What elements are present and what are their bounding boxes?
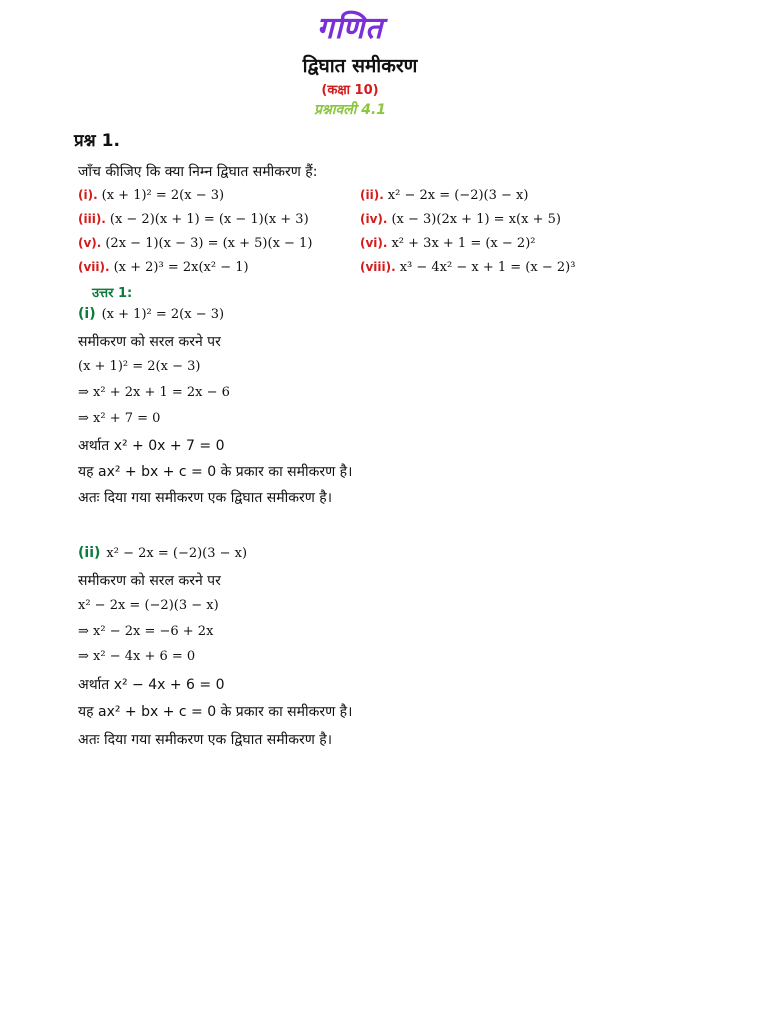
item-label: (i). (78, 188, 98, 202)
item-equation: (x + 1)² = 2(x − 3) (101, 188, 225, 203)
solution-line: यह ax² + bx + c = 0 के प्रकार का समीकरण है। (78, 704, 353, 720)
solution-line: अर्थात x² − 4x + 6 = 0 (78, 677, 225, 693)
chapter-title: द्विघात समीकरण (302, 55, 418, 77)
item-label: (viii). (360, 260, 396, 274)
item-equation: (x − 2)(x + 1) = (x − 1)(x + 3) (109, 212, 309, 227)
item-equation: (x − 3)(2x + 1) = x(x + 5) (391, 212, 561, 227)
solution-line: समीकरण को सरल करने पर (78, 334, 221, 350)
question-item (78, 235, 312, 251)
item-label: (iii). (78, 212, 106, 226)
exercise-label: प्रश्नावली 4.1 (313, 102, 387, 118)
question-item (78, 187, 224, 203)
answer-heading: उत्तर 1: (92, 286, 133, 301)
part-equation: (x + 1)² = 2(x − 3) (101, 307, 225, 322)
solution-line: ⇒ x² + 2x + 1 = 2x − 6 (78, 385, 230, 400)
solution-line: अतः दिया गया समीकरण एक द्विघात समीकरण है। (78, 490, 333, 506)
solution-line: समीकरण को सरल करने पर (78, 573, 221, 589)
item-label: (vi). (360, 236, 388, 250)
item-equation: x³ − 4x² − x + 1 = (x − 2)³ (399, 260, 576, 275)
item-label: (iv). (360, 212, 388, 226)
solution-line: अर्थात x² + 0x + 7 = 0 (78, 438, 225, 454)
solution-line: (x + 1)² = 2(x − 3) (78, 359, 201, 374)
question-instruction: जाँच कीजिए कि क्या निम्न द्विघात समीकरण हैं: (78, 164, 318, 180)
item-equation: (x + 2)³ = 2x(x² − 1) (113, 260, 249, 275)
item-equation: (2x − 1)(x − 3) = (x + 5)(x − 1) (105, 236, 313, 251)
item-label: (vii). (78, 260, 110, 274)
item-equation: x² − 2x = (−2)(3 − x) (387, 188, 529, 203)
answer-part-heading (78, 545, 247, 561)
solution-line: ⇒ x² + 7 = 0 (78, 411, 161, 426)
item-equation: x² + 3x + 1 = (x − 2)² (391, 236, 536, 251)
solution-line: x² − 2x = (−2)(3 − x) (78, 598, 219, 613)
subject-title: गणित (316, 11, 384, 46)
item-label: (v). (78, 236, 102, 250)
question-item (360, 235, 535, 251)
question-item (360, 187, 528, 203)
part-label: (ii) (78, 545, 101, 561)
part-equation: x² − 2x = (−2)(3 − x) (106, 546, 248, 561)
question-item (78, 211, 309, 227)
solution-line: यह ax² + bx + c = 0 के प्रकार का समीकरण है। (78, 464, 353, 480)
class-label: (कक्षा 10) (321, 83, 379, 98)
solution-line: अतः दिया गया समीकरण एक द्विघात समीकरण है। (78, 732, 333, 748)
solution-line: ⇒ x² − 4x + 6 = 0 (78, 649, 196, 664)
answer-part-heading (78, 306, 224, 322)
question-title: प्रश्न 1. (74, 131, 120, 151)
question-item (360, 211, 561, 227)
question-item (78, 259, 249, 275)
solution-line: ⇒ x² − 2x = −6 + 2x (78, 624, 214, 639)
item-label: (ii). (360, 188, 384, 202)
question-item (360, 259, 575, 275)
part-label: (i) (78, 306, 96, 322)
